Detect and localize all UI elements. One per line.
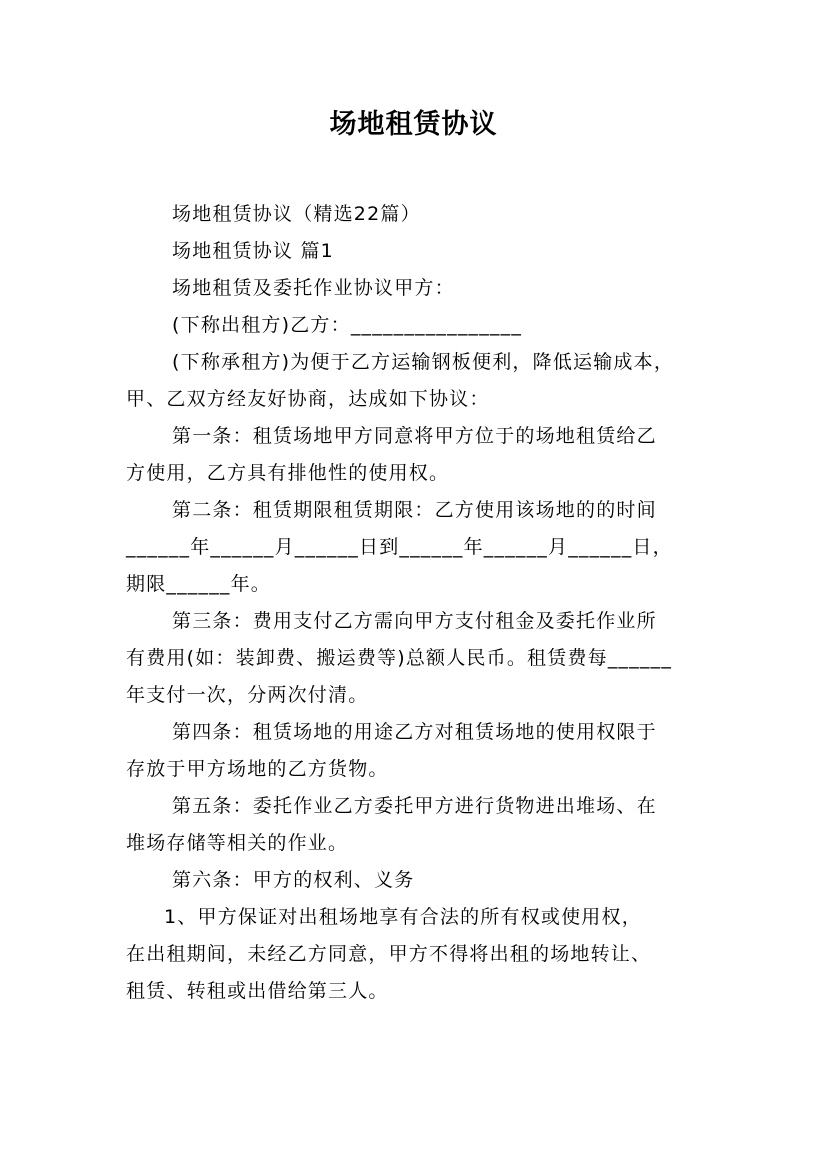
article-3-line: 年支付一次，分两次付清。 [126,684,369,706]
section-heading: 场地租赁协议 篇1 [172,240,334,262]
article-6-line: 租赁、转租或出借给第三人。 [126,980,389,1002]
article-6-line: 在出租期间，未经乙方同意，甲方不得将出租的场地转让、 [126,943,652,965]
article-1-line: 第一条：租赁场地甲方同意将甲方位于的场地租赁给乙 [172,425,657,447]
article-2-line: 期限______年。 [126,573,272,595]
document-title: 场地租赁协议 [329,109,498,140]
article-4-line: 存放于甲方场地的乙方货物。 [126,758,389,780]
article-2-line: 第二条：租赁期限租赁期限：乙方使用该场地的的时间 [172,499,657,521]
article-1-line: 方使用，乙方具有排他性的使用权。 [126,462,450,484]
subtitle-line: 场地租赁协议（精选22篇） [172,203,421,225]
paragraph-line: (下称出租方)乙方：________________ [172,314,523,336]
article-3-line: 有费用(如：装卸费、搬运费等)总额人民币。租赁费每______ [126,647,673,669]
paragraph-line: (下称承租方)为便于乙方运输钢板便利，降低运输成本， [172,351,675,373]
article-2-line: ______年______月______日到______年______月______日， [126,536,673,558]
article-6-heading: 第六条：甲方的权利、义务 [172,869,415,891]
article-5-line: 堆场存储等相关的作业。 [126,832,349,854]
article-4-line: 第四条：租赁场地的用途乙方对租赁场地的使用权限于 [172,721,657,743]
article-3-line: 第三条：费用支付乙方需向甲方支付租金及委托作业所 [172,610,657,632]
article-6-line: 1、甲方保证对出租场地享有合法的所有权或使用权， [164,906,642,928]
paragraph-line: 场地租赁及委托作业协议甲方： [172,277,455,299]
paragraph-line: 甲、乙双方经友好协商，达成如下协议： [126,388,490,410]
article-5-line: 第五条：委托作业乙方委托甲方进行货物进出堆场、在 [172,795,657,817]
document-body [126,196,706,1010]
